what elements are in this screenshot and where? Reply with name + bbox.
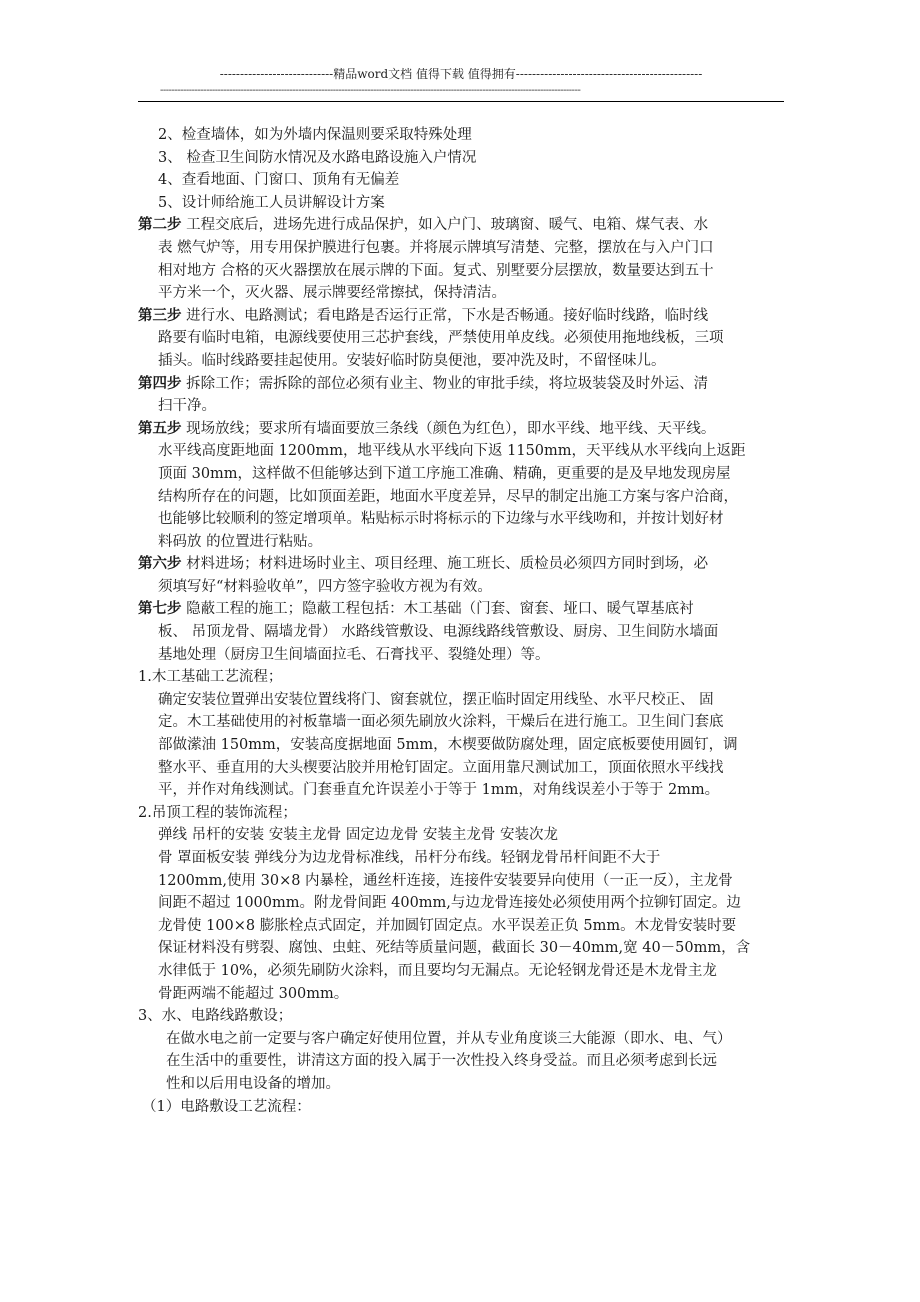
line-text: 1200mm,使用 30×8 内暴栓，通丝杆连接，连接件安装要异向使用（一正一反），主龙骨 [158,872,733,889]
page-header-dashes: -------------------------------------------------------------------------------------------------------------------------------------------------- [160,86,581,96]
line-text: 在做水电之前一定要与客户确定好使用位置，并从专业角度谈三大能源（即水、电、气） [166,1030,732,1047]
paragraph-line [138,711,794,734]
step-label: 第二步 [138,216,182,234]
line-text: 平，并作对角线测试。门套垂直允许误差小于等于 1mm，对角线误差小于等于 2mm。 [158,782,720,799]
line-text: 料码放 的位置进行粘贴。 [158,533,323,550]
line-text: 顶面 30mm，这样做不但能够达到下道工序施工准确、精确，更重要的是及早地发现房屋 [158,465,731,482]
line-text: 拆除工作；需拆除的部位必须有业主、物业的审批手续，将垃圾装袋及时外运、清 [181,375,709,392]
line-text: 结构所存在的问题，比如顶面差距，地面水平度差异，尽早的制定出施工方案与客户洽商， [158,488,738,505]
step-paragraph-line [138,305,794,328]
line-text: 定。木工基础使用的衬板靠墙一面必须先刷放火涂料，干燥后在进行施工。卫生间门套底 [158,714,724,731]
paragraph-line [138,734,794,757]
line-text: 基地处理（厨房卫生间墙面拉毛、石膏找平、裂缝处理）等。 [158,646,550,663]
line-text: 平方米一个，灭火器、展示牌要经常擦拭，保持清洁。 [158,285,506,302]
line-text: 3、水、电路线路敷设； [138,1008,293,1025]
line-text: 扫干净。 [158,398,216,415]
line-text: 表 燃气炉等，用专用保护膜进行包裹。并将展示牌填写清楚、完整，摆放在与入户门口 [158,239,714,256]
paragraph-line [138,486,794,509]
step-paragraph-line [138,418,794,441]
line-text: 部做潆油 150mm，安装高度据地面 5mm，木楔要做防腐处理，固定底板要使用圆钉，调 [158,737,738,754]
line-text: 水平线高度距地面 1200mm，地平线从水平线向下返 1150mm，天平线从水平线向上返距 [158,443,746,460]
line-text: 插头。临时线路要挂起使用。安装好临时防臭便池，要冲洗及时，不留怪味儿。 [158,352,666,369]
step-paragraph-line [138,598,794,621]
paragraph-line [138,937,794,960]
paragraph-line [138,915,794,938]
line-text: 性和以后用电设备的增加。 [166,1075,340,1092]
paragraph-line [138,1005,794,1028]
step-paragraph-line [138,373,794,396]
paragraph-line [138,779,794,802]
line-text: 确定安装位置弹出安装位置线将门、窗套就位，摆正临时固定用线坠、水平尺校正、 固 [158,691,714,708]
paragraph-line [138,440,794,463]
line-text: 3、 检查卫生间防水情况及水路电路设施入户情况 [158,149,477,166]
page-header-banner: ----------------------------精品word文档 值得下载 值得拥有---------------------------------------------- [219,67,703,81]
paragraph-line [138,260,794,283]
line-text: 工程交底后，进场先进行成品保护，如入户门、玻璃窗、暖气、电箱、煤气表、水 [181,217,709,234]
line-text: 保证材料没有劈裂、腐蚀、虫蛀、死结等质量问题，截面长 30－40mm,宽 40－50mm，含 [158,940,751,957]
paragraph-line [138,757,794,780]
paragraph-line [138,644,794,667]
line-text: 2.吊顶工程的装饰流程； [138,804,297,821]
line-text: 间距不超过 1000mm。附龙骨间距 400mm,与边龙骨连接处必须使用两个拉铆钉固定。边 [158,895,741,912]
line-text: 1.木工基础工艺流程； [138,669,283,686]
document-body [138,124,794,1118]
step-paragraph-line [138,214,794,237]
line-text: 龙骨使 100×8 膨胀栓点式固定，并加圆钉固定点。水平误差正负 5mm。木龙骨安装时要 [158,917,737,934]
paragraph-line [138,892,794,915]
step-label: 第三步 [138,306,182,324]
paragraph-line [138,237,794,260]
paragraph-line [138,508,794,531]
line-text: 骨距两端不能超过 300mm。 [158,985,349,1002]
step-label: 第七步 [138,600,182,618]
line-text: 骨 罩面板安装 弹线分为边龙骨标准线，吊杆分布线。轻钢龙骨吊杆间距不大于 [158,850,661,866]
paragraph-line [138,192,794,215]
line-text: 隐蔽工程的施工；隐蔽工程包括：木工基础（门套、窗套、垭口、暖气罩基底衬 [181,601,694,618]
line-text: 现场放线；要求所有墙面要放三条线（颜色为红色），即水平线、地平线、天平线。 [181,420,716,437]
step-label: 第五步 [138,419,182,437]
line-text: 须填写好“材料验收单”，四方签字验收方视为有效。 [158,578,492,595]
step-label: 第六步 [138,555,182,573]
line-text: 5、设计师给施工人员讲解设计方案 [158,194,385,211]
paragraph-line [138,870,794,893]
paragraph-line [138,147,794,170]
line-text: 4、查看地面、门窗口、顶角有无偏差 [158,172,400,189]
line-text: 整水平、垂直用的大头楔要沾胶并用枪钉固定。立面用靠尺测试加工，顶面依照水平线找 [158,759,724,776]
line-text: 路要有临时电箱，电源线要使用三芯护套线，严禁使用单皮线。必须使用拖地线板，三项 [158,330,724,347]
line-text: 弹线 吊杆的安装 安装主龙骨 固定边龙骨 安装主龙骨 安装次龙 [158,827,559,844]
header-divider [138,101,784,102]
paragraph-line [138,350,794,373]
line-text: 也能够比较顺利的签定增项单。粘贴标示时将标示的下边缘与水平线吻和，并按计划好材 [158,511,724,528]
paragraph-line [138,802,794,825]
paragraph-line [138,689,794,712]
paragraph-line [138,621,794,644]
paragraph-line [138,124,794,147]
paragraph-line [138,960,794,983]
paragraph-line [138,327,794,350]
paragraph-line [138,1096,794,1119]
paragraph-line [138,531,794,554]
paragraph-line [138,983,794,1006]
paragraph-line [138,1028,794,1051]
line-text: 板、 吊顶龙骨、隔墙龙骨） 水路线管敷设、电源线路线管敷设、厨房、卫生间防水墙面 [158,624,719,641]
paragraph-line [138,1050,794,1073]
step-label: 第四步 [138,374,182,392]
paragraph-line [138,666,794,689]
line-text: 相对地方 合格的灭火器摆放在展示牌的下面。复式、别墅要分层摆放，数量要达到五十 [158,262,714,279]
paragraph-line [138,847,794,870]
paragraph-line [138,395,794,418]
paragraph-line [138,1073,794,1096]
paragraph-line [138,282,794,305]
line-text: （1）电路敷设工艺流程： [142,1098,311,1115]
paragraph-line [138,576,794,599]
step-paragraph-line [138,553,794,576]
line-text: 进行水、电路测试；看电路是否运行正常，下水是否畅通。接好临时线路，临时线 [181,307,709,324]
line-text: 在生活中的重要性，讲清这方面的投入属于一次性投入终身受益。而且必须考虑到长远 [166,1053,717,1070]
paragraph-line [138,169,794,192]
line-text: 2、检查墙体，如为外墙内保温则要采取特殊处理 [158,127,472,143]
paragraph-line [138,824,794,847]
line-text: 材料进场；材料进场时业主、项目经理、施工班长、质检员必须四方同时到场，必 [181,556,709,573]
line-text: 水律低于 10%，必须先刷防火涂料，而且要均匀无漏点。无论轻钢龙骨还是木龙骨主龙 [158,962,717,979]
paragraph-line [138,463,794,486]
